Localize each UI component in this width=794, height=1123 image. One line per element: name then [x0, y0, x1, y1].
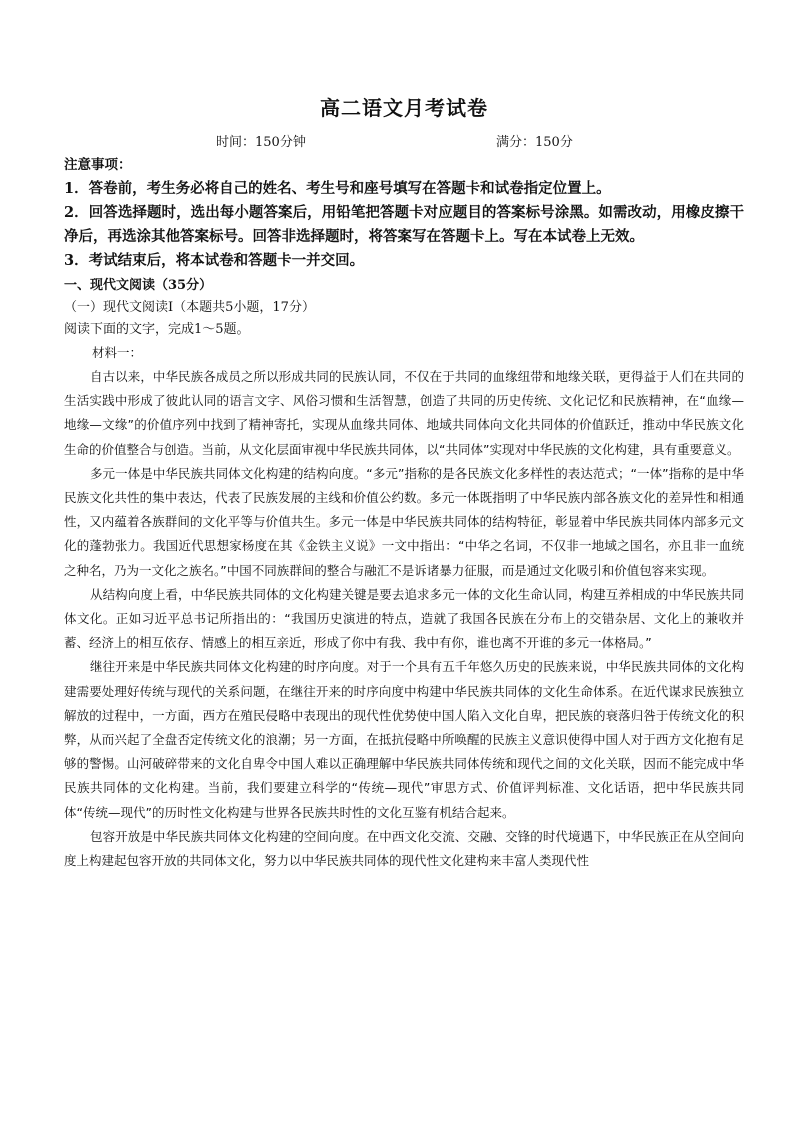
body-paragraph: 自古以来，中华民族各成员之所以形成共同的民族认同，不仅在于共同的血缘纽带和地缘关联，更得益于人们在共同的生活实践中形成了彼此认同的语言文字、风俗习惯和生活智慧，创造了共同的历史传统、文化记忆和民族精神，在“血缘—地缘—文缘”的价值序列中找到了精神寄托，实现从血缘共同体、地域共同体向文化共同体的价值跃迁，推动中华民族文化生命的价值整合与创造。当前，从文化层面审视中华民族共同体，以“共同体”实现对中华民族的文化构建，具有重要意义。	[64, 369, 744, 457]
body-paragraph: 多元一体是中华民族共同体文化构建的结构向度。“多元”指称的是各民族文化多样性的表达范式；“一体”指称的是中华民族文化共性的集中表达，代表了民族发展的主线和价值公约数。多元一体既指明了中华民族内部各族文化的差异性和相通性，又内蕴着各族群间的文化平等与价值共生。多元一体是中华民族共同体的结构特征，彰显着中华民族共同体内部多元文化的蓬勃张力。我国近代思想家杨度在其《金铁主义说》一文中指出：“中华之名词，不仅非一地域之国名，亦且非一血统之种名，乃为一文化之族名。”中国不同族群间的整合与融汇不是诉诸暴力征服，而是通过文化吸引和价值包容来实现。	[64, 465, 744, 578]
notice-heading: 注意事项：	[64, 157, 132, 173]
body-paragraph: 继往开来是中华民族共同体文化构建的时序向度。对于一个具有五千年悠久历史的民族来说，中华民族共同体的文化构建需要处理好传统与现代的关系问题，在继往开来的时序向度中构建中华民族共同体的文化生命体系。在近代谋求民族独立解放的过程中，一方面，西方在殖民侵略中表现出的现代性优势使中国人陷入文化自卑，把民族的衰落归咎于传统文化的积弊，从而兴起了全盘否定传统文化的浪潮；另一方面，在抵抗侵略中所唤醒的民族主义意识使得中国人对于西方文化抱有足够的警惕。山河破碎带来的文化自卑令中国人难以正确理解中华民族共同体传统和现代之间的文化关联，因而不能完成中华民族共同体的文化构建。当前，我们要建立科学的“传统—现代”审思方式、价值评判标准、文化话语，把中华民族共同体“传统—现代”的历时性文化构建与世界各民族共时性的文化互鉴有机结合起来。	[64, 659, 744, 820]
section-heading: 一、现代文阅读（35分）	[64, 278, 213, 293]
reading-instruction: 阅读下面的文字，完成1～5题。	[64, 322, 250, 337]
material-title: 材料一：	[92, 345, 143, 360]
page-title: 高二语文月考试卷	[320, 96, 488, 120]
notice-item: 1．答卷前，考生务必将自己的姓名、考生号和座号填写在答题卡和试卷指定位置上。	[64, 180, 611, 197]
exam-time: 时间：150分钟	[216, 135, 306, 150]
notice-item: 3．考试结束后，将本试卷和答题卡一并交回。	[64, 252, 365, 269]
exam-score: 满分：150分	[496, 135, 573, 150]
body-paragraph: 包容开放是中华民族共同体文化构建的空间向度。在中西文化交流、交融、交锋的时代境遇下，中华民族正在从空间向度上构建起包容开放的共同体文化，努力以中华民族共同体的现代性文化建构来丰富人类现代性	[64, 828, 744, 869]
notice-item: 2．回答选择题时，选出每小题答案后，用铅笔把答题卡对应题目的答案标号涂黑。如需改动，用橡皮擦干净后，再选涂其他答案标号。回答非选择题时，将答案写在答题卡上。写在本试卷上无效。	[64, 204, 744, 245]
body-paragraph: 从结构向度上看，中华民族共同体的文化构建关键是要去追求多元一体的文化生命认同，构建互养相成的中华民族共同体文化。正如习近平总书记所指出的：“我国历史演进的特点，造就了我国各民族在分布上的交错杂居、文化上的兼收并蓄、经济上的相互依存、情感上的相互亲近，形成了你中有我、我中有你，谁也离不开谁的多元一体格局。”	[64, 586, 744, 651]
exam-page	[64, 92, 744, 873]
exam-meta	[64, 131, 744, 151]
subsection-heading: （一）现代文阅读Ⅰ（本题共5小题，17分）	[64, 300, 315, 315]
